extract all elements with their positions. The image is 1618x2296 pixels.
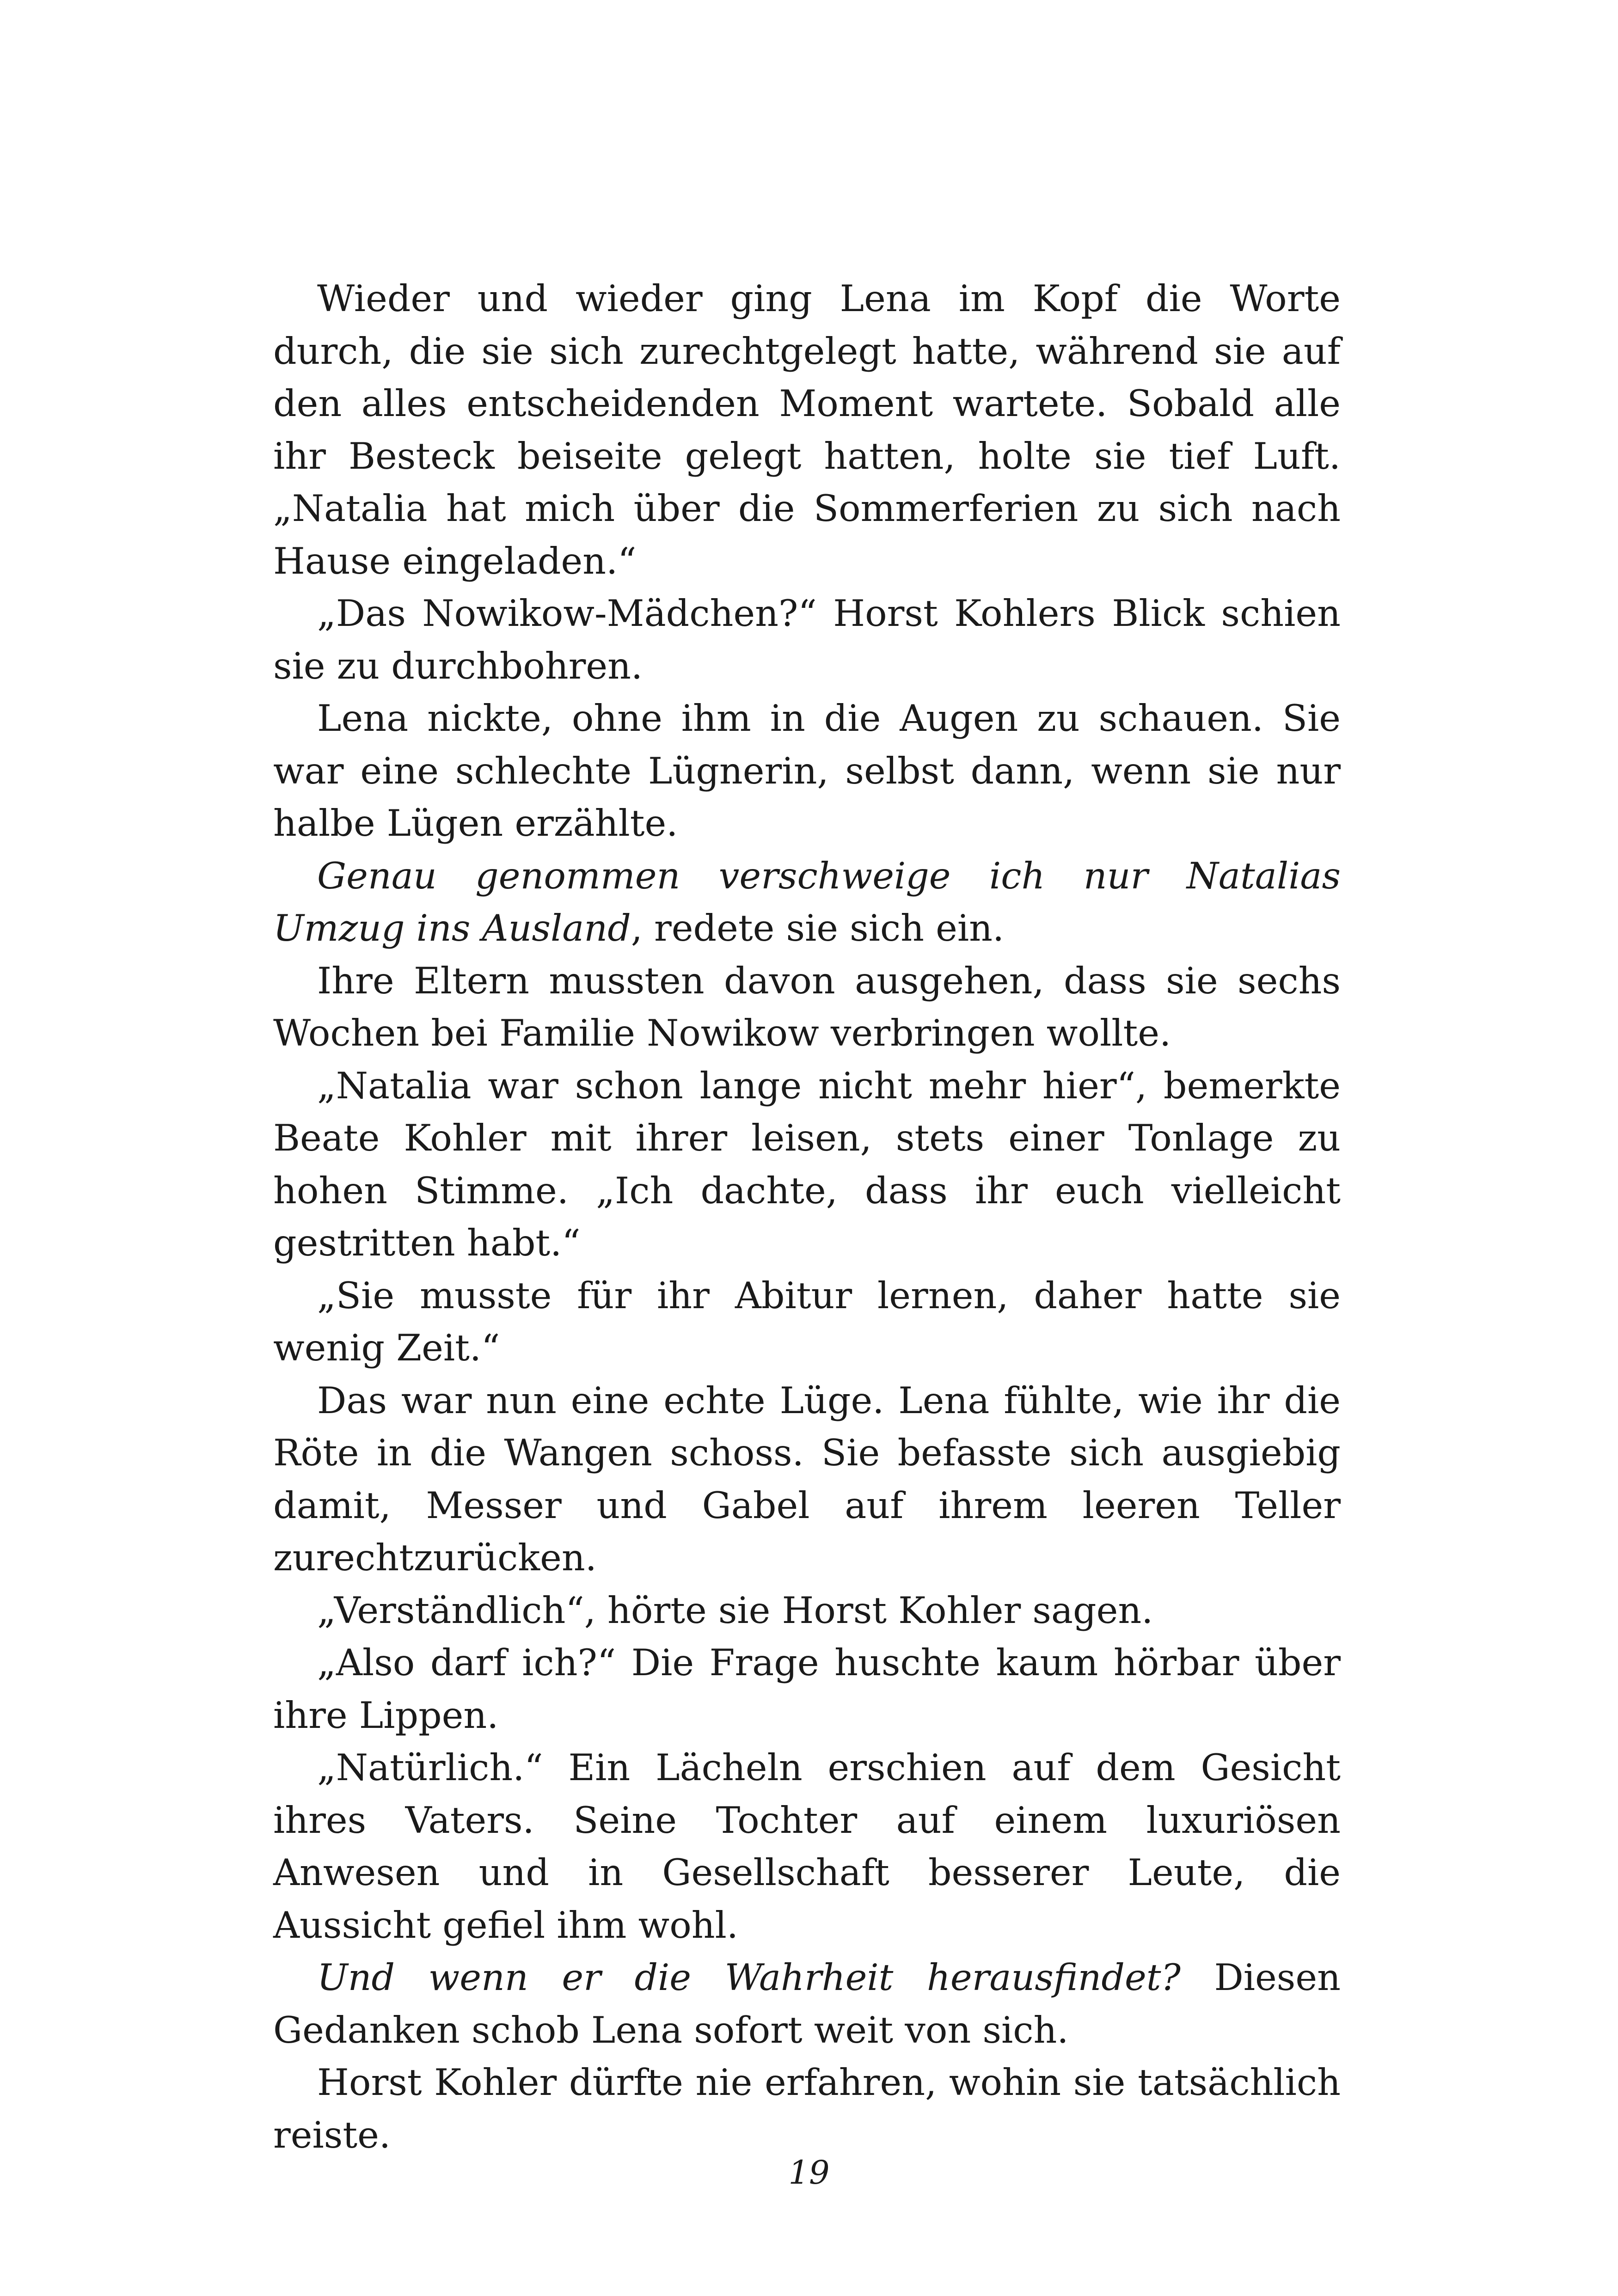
paragraph: Lena nickte, ohne ihm in die Augen zu schauen. Sie war eine schlechte Lügnerin, selbst dann, wenn sie nur halbe Lügen erzählte. [273,697,1341,845]
paragraph: „Natalia war schon lange nicht mehr hier“, bemerkte Beate Kohler mit ihrer leisen, stets einer Tonlage zu hohen Stimme. „Ich dachte, dass ihr euch vielleicht gestritten habt.“ [273,1064,1341,1264]
italic-thought: Und wenn er die Wahrheit herausfindet? [317,1956,1181,1999]
body-text [273,273,1341,2161]
paragraph-text: , redete sie sich ein. [631,907,1005,949]
page-number: 19 [788,2154,830,2192]
paragraph [273,1952,1341,2057]
paragraph: „Sie musste für ihr Abitur lernen, daher hatte sie wenig Zeit.“ [273,1274,1341,1369]
paragraph: Ihre Eltern mussten davon ausgehen, dass sie sechs Wochen bei Familie Nowikow verbringen wollte. [273,959,1341,1054]
paragraph: „Das Nowikow-Mädchen?“ Horst Kohlers Blick schien sie zu durchbohren. [273,592,1341,687]
paragraph: Das war nun eine echte Lüge. Lena fühlte, wie ihr die Röte in die Wangen schoss. Sie befasste sich ausgiebig damit, Messer und Gabel auf ihrem leeren Teller zurechtzurücken. [273,1379,1341,1579]
paragraph: „Natürlich.“ Ein Lächeln erschien auf dem Gesicht ihres Vaters. Seine Tochter auf einem luxuriösen Anwesen und in Gesellschaft besserer Leute, die Aussicht gefiel ihm wohl. [273,1746,1341,1947]
paragraph [273,850,1341,955]
paragraph-text: Diesen Gedanken schob Lena sofort weit von sich. [273,1956,1341,2051]
paragraph: „Verständlich“, hörte sie Horst Kohler sagen. [317,1589,1153,1632]
paragraph: Horst Kohler dürfte nie erfahren, wohin sie tatsächlich reiste. [273,2061,1341,2156]
paragraph: „Also darf ich?“ Die Frage huschte kaum hörbar über ihre Lippen. [273,1641,1341,1737]
italic-thought: Genau genommen verschweige ich nur Natalias Umzug ins Ausland [273,854,1341,949]
paragraph: Wieder und wieder ging Lena im Kopf die Worte durch, die sie sich zurechtgelegt hatte, während sie auf den alles entscheidenden Moment wartete. Sobald alle ihr Besteck beiseite gelegt hatten, holte sie tief Luft. „Natalia hat mich über die Sommerferien zu sich nach Hause eingeladen.“ [273,277,1341,582]
